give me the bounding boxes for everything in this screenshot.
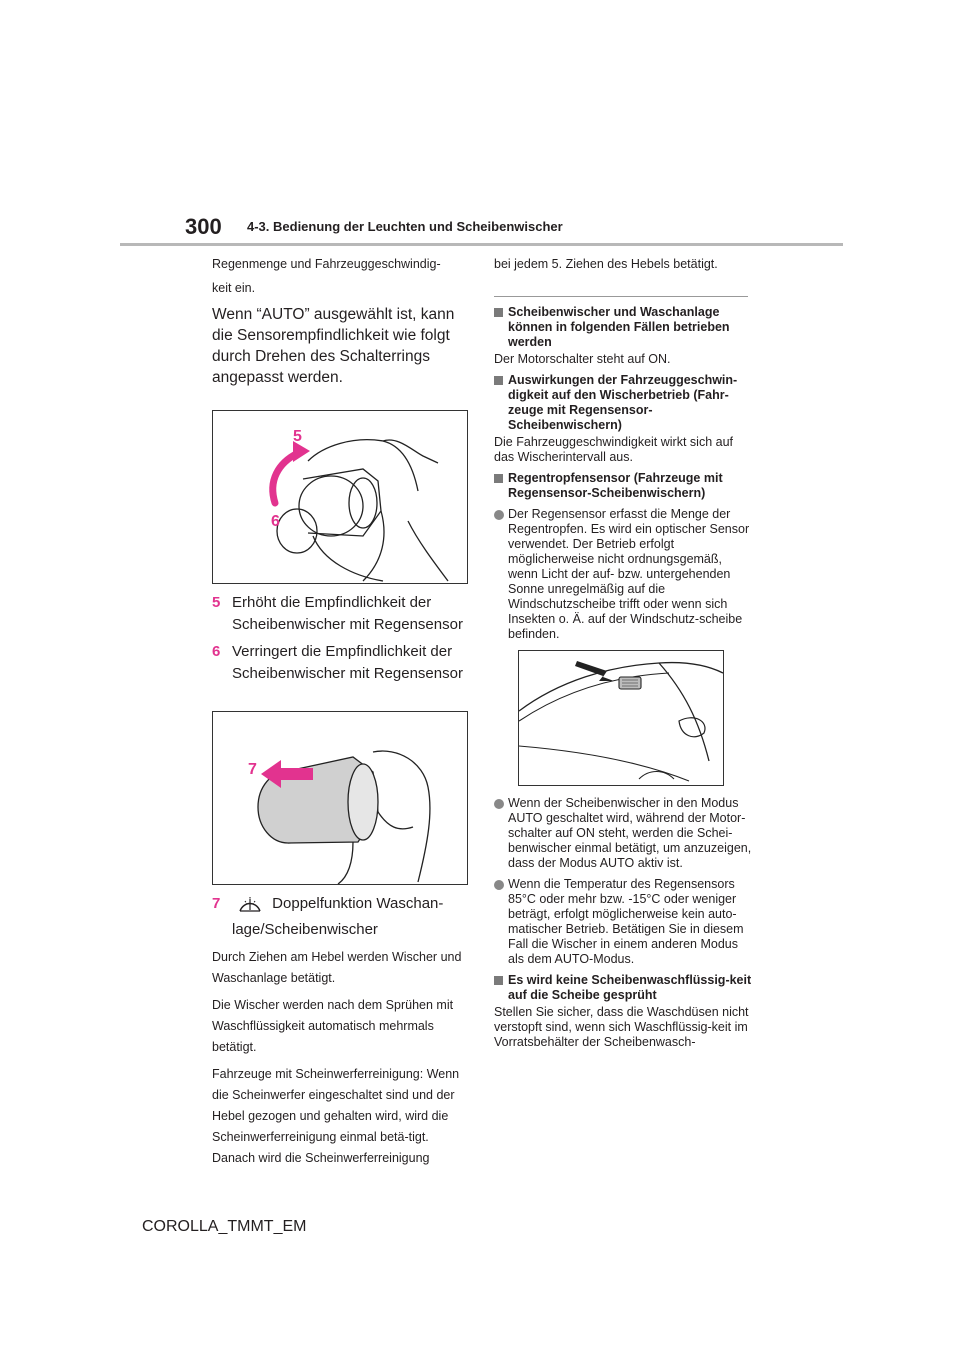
item-5-number: 5 (212, 594, 221, 611)
windshield-sensor-illustration (518, 650, 724, 786)
bullet-dot-icon (494, 510, 504, 520)
intro-continuation-line-1: Regenmenge und Fahrzeuggeschwindig- (212, 257, 441, 271)
item-5-text: Erhöht die Empfindlichkeit der Scheibenwischer mit Regensensor (232, 594, 463, 633)
page-number: 300 (185, 214, 222, 239)
section-heading-operation: Scheibenwischer und Waschanlage können in folgenden Fällen betrieben werden (494, 305, 754, 350)
item-6-number: 6 (212, 643, 221, 660)
item-7-text: Doppelfunktion Waschan-lage/Scheibenwischer (232, 895, 444, 938)
lever-pull-drawing (213, 712, 467, 884)
section-heading-no-fluid: Es wird keine Scheibenwaschflüssig-keit auf die Scheibe gesprüht (494, 973, 754, 1003)
section-square-icon (494, 474, 503, 483)
figure-label-6: 6 (271, 513, 280, 530)
section-body-no-fluid: Stellen Sie sicher, dass die Waschdüsen nicht verstopft sind, wenn sich Waschflüssig-keit im Vorratsbehälter der Scheibenwasch- (494, 1005, 749, 1049)
switch-ring-drawing (213, 411, 467, 583)
figure-label-7: 7 (248, 761, 257, 778)
paragraph-1: Durch Ziehen am Hebel werden Wischer und Waschanlage betätigt. (212, 950, 462, 985)
item-6-text: Verringert die Empfindlichkeit der Scheibenwischer mit Regensensor (232, 643, 463, 682)
sensitivity-ring-illustration (212, 410, 468, 584)
bullet-dot-icon (494, 799, 504, 809)
section-body-speed: Die Fahrzeuggeschwindigkeit wirkt sich auf das Wischerintervall aus. (494, 435, 733, 464)
bullet-auto-mode: Wenn der Scheibenwischer in den Modus AUTO geschaltet wird, während der Motor-schalter auf ON steht, werden die Schei-benwischer einmal betätigt, um anzuzeigen, dass der Modus AUTO aktiv ist. (494, 796, 754, 871)
section-heading-speed: Auswirkungen der Fahrzeuggeschwin-digkeit auf den Wischerbetrieb (Fahr-zeuge mit Regensensor-Scheibenwischern) (494, 373, 754, 433)
header-divider (120, 243, 843, 246)
item-7-number: 7 (212, 895, 221, 912)
bullet-rain-sensor: Der Regensensor erfasst die Menge der Regentropfen. Es wird ein optischer Sensor verwendet. Der Betrieb erfolgt möglicherweise nicht ordnungsgemäß, wenn Licht der auf- bzw. untergehenden Sonne unregelmäßig auf die Windschutzscheibe trifft oder wenn sich Insekten o. Ä. auf der Windschutz-scheibe befinden. (494, 507, 754, 642)
left-column (212, 252, 472, 1175)
footer-model-code: COROLLA_TMMT_EM (142, 1218, 307, 1235)
windshield-washer-icon (238, 893, 262, 915)
section-divider (494, 296, 748, 297)
paragraph-2: Die Wischer werden nach dem Sprühen mit Waschflüssigkeit automatisch mehrmals betätigt. (212, 998, 454, 1054)
figure-label-5: 5 (293, 428, 302, 445)
section-heading-rain-sensor: Regentropfensensor (Fahrzeuge mit Regensensor-Scheibenwischern) (494, 471, 754, 501)
washer-description (212, 947, 472, 1169)
section-body-operation: Der Motorschalter steht auf ON. (494, 352, 671, 366)
windshield-drawing (519, 651, 723, 785)
chapter-title: 4-3. Bedienung der Leuchten und Scheibenwischer (247, 219, 563, 234)
section-square-icon (494, 376, 503, 385)
item-5 (212, 592, 472, 636)
continuation-text: bei jedem 5. Ziehen des Hebels betätigt. (494, 257, 718, 271)
lever-pull-illustration (212, 711, 468, 885)
page-header (0, 0, 960, 250)
intro-continuation-line-2: keit ein. (212, 281, 256, 295)
paragraph-3: Fahrzeuge mit Scheinwerferreinigung: Wenn die Scheinwerfer eingeschaltet sind und der Hebel gezogen und gehalten wird, wird die Scheinwerferreinigung einmal betä-tigt. Danach wird die Scheinwerferreinigung (212, 1067, 460, 1165)
right-column (494, 256, 754, 1056)
item-6 (212, 641, 472, 685)
bullet-temperature: Wenn die Temperatur des Regensensors 85°C oder mehr bzw. -15°C oder weniger beträgt, erfolgt möglicherweise kein auto-matischer Betrieb. Betätigen Sie in diesem Fall die Wischer in einem anderen Modus als dem AUTO-Modus. (494, 877, 754, 967)
bullet-dot-icon (494, 880, 504, 890)
intro-paragraph: Wenn “AUTO” ausgewählt ist, kann die Sensorempfindlichkeit wie folgt durch Drehen des Schalterrings angepasst werden. (212, 306, 455, 386)
section-square-icon (494, 308, 503, 317)
section-square-icon (494, 976, 503, 985)
item-7 (212, 891, 472, 943)
sensitivity-items (212, 592, 472, 685)
